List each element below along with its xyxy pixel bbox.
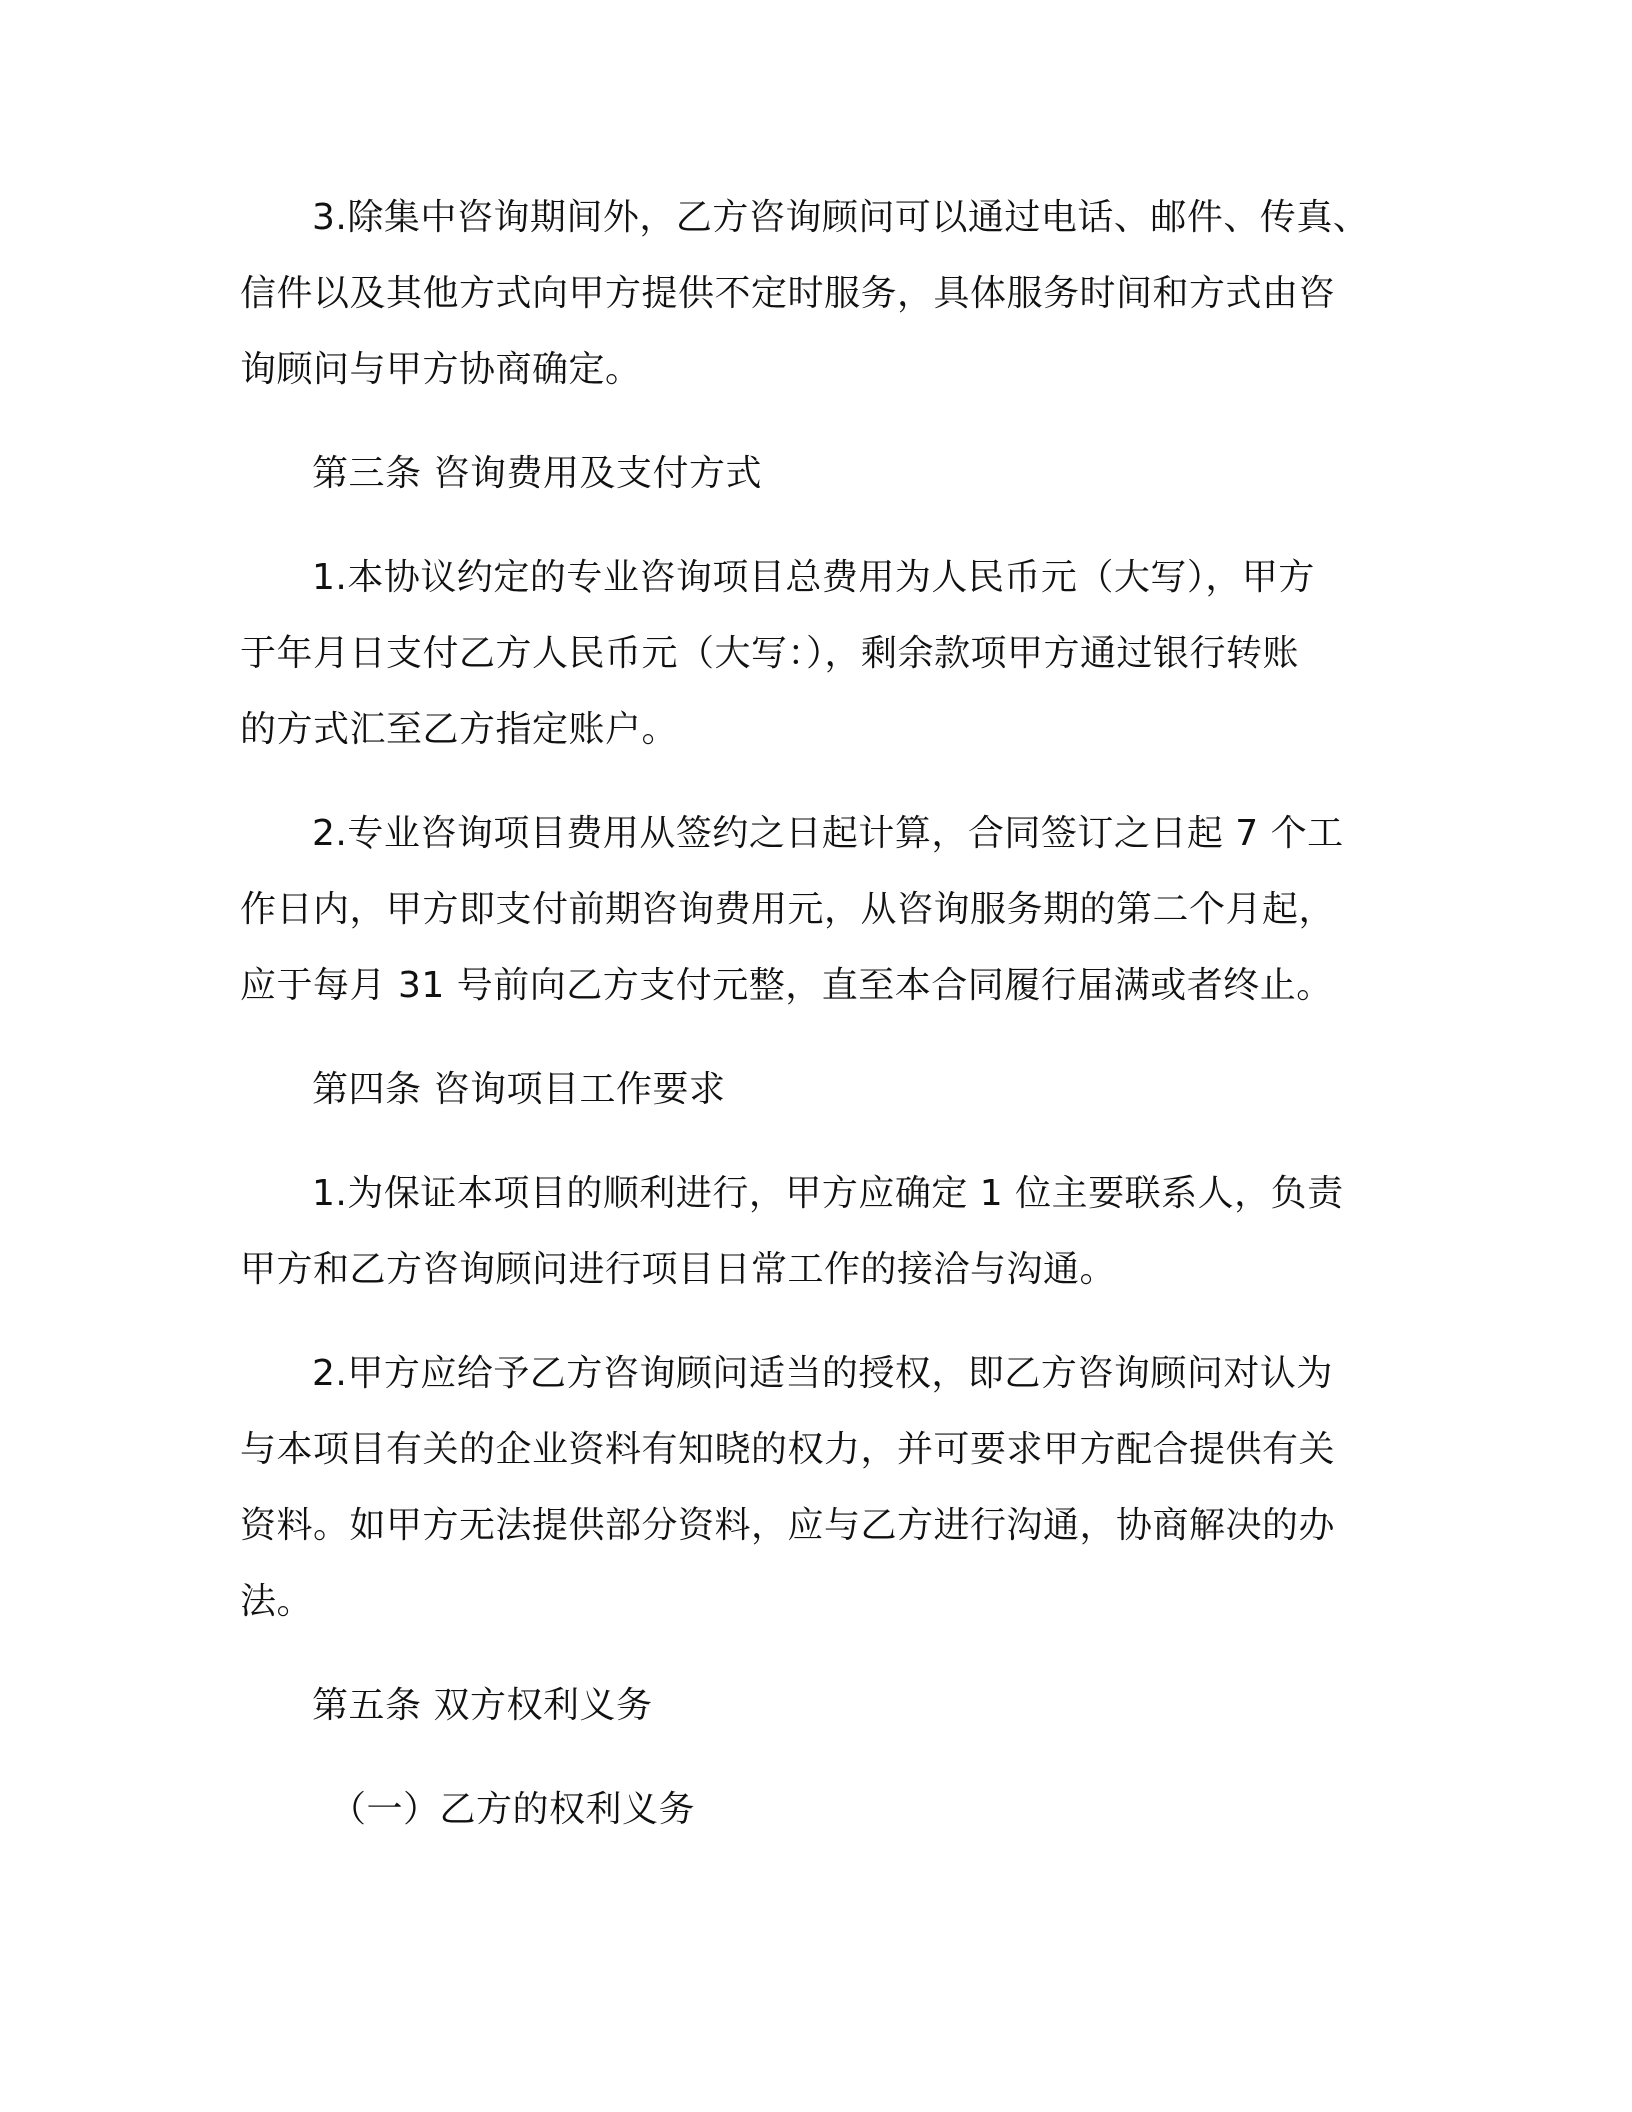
section-heading: 第五条 双方权利义务 [312,1685,653,1726]
section-heading: 第三条 咨询费用及支付方式 [312,453,762,494]
paragraph-line: 甲方和乙方咨询顾问进行项目日常工作的接洽与沟通。 [240,1249,1117,1290]
section-heading: 第四条 咨询项目工作要求 [312,1069,726,1110]
paragraph-line: 询顾问与甲方协商确定。 [240,349,642,390]
paragraph-line: 于年月日支付乙方人民币元（大写：），剩余款项甲方通过银行转账 [240,633,1300,674]
paragraph-line: 3.除集中咨询期间外，乙方咨询顾问可以通过电话、邮件、传真、 [312,197,1370,238]
paragraph-line: 2.专业咨询项目费用从签约之日起计算，合同签订之日起 7 个工 [312,813,1344,854]
paragraph-line: 应于每月 31 号前向乙方支付元整，直至本合同履行届满或者终止。 [240,965,1333,1006]
paragraph-line: 法。 [240,1581,314,1622]
paragraph-line: 1.本协议约定的专业咨询项目总费用为人民币元（大写），甲方 [312,557,1315,598]
paragraph-line: 1.为保证本项目的顺利进行，甲方应确定 1 位主要联系人，负责 [312,1173,1344,1214]
paragraph-line: 的方式汇至乙方指定账户。 [240,709,679,750]
paragraph-line: 资料。如甲方无法提供部分资料，应与乙方进行沟通，协商解决的办 [240,1505,1336,1546]
paragraph-line: 作日内，甲方即支付前期咨询费用元，从咨询服务期的第二个月起， [240,889,1336,930]
paragraph-line: 2.甲方应给予乙方咨询顾问适当的授权，即乙方咨询顾问对认为 [312,1353,1333,1394]
subsection-heading: （一）乙方的权利义务 [330,1789,696,1830]
paragraph-line: 与本项目有关的企业资料有知晓的权力，并可要求甲方配合提供有关 [240,1429,1336,1470]
paragraph-line: 信件以及其他方式向甲方提供不定时服务，具体服务时间和方式由咨 [240,273,1336,314]
